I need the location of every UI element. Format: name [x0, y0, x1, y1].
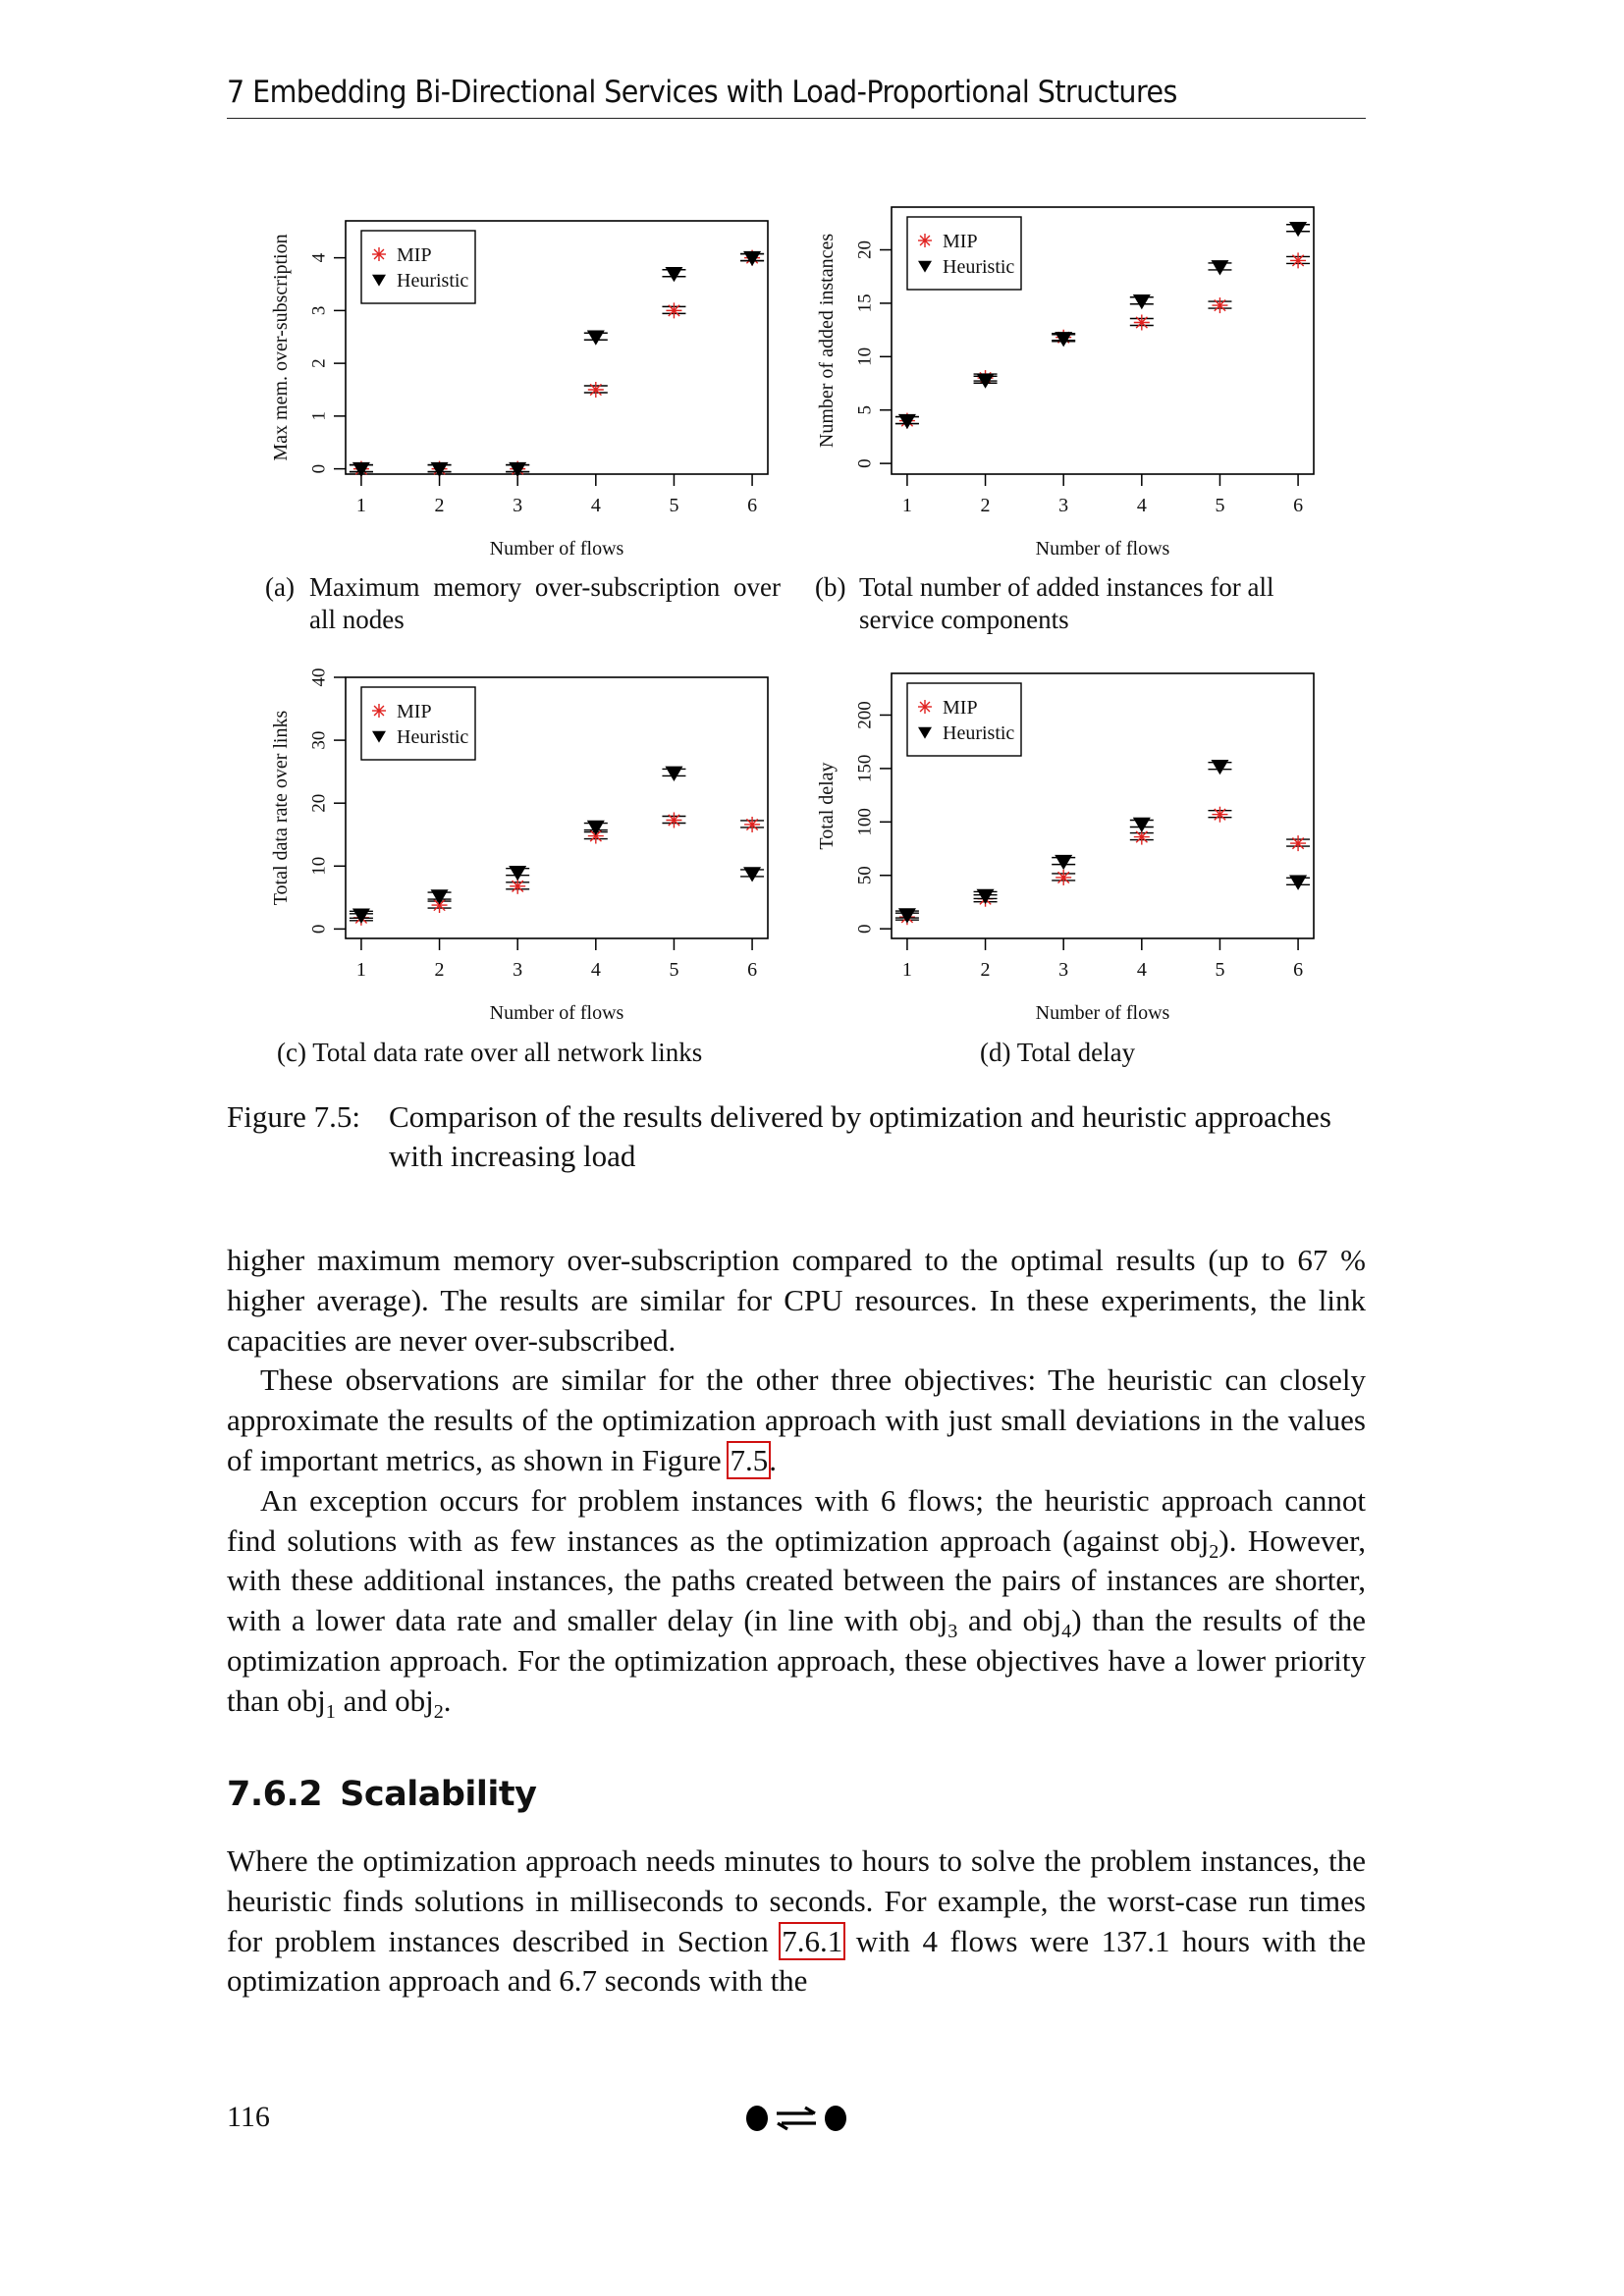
- x-tick-label: 1: [901, 495, 912, 516]
- figure-reference-link[interactable]: 7.5: [730, 1442, 769, 1477]
- header-rule: [227, 118, 1366, 119]
- x-axis-label: Number of flows: [489, 1002, 624, 1024]
- running-header: 7 Embedding Bi-Directional Services with Load-Proportional Structures: [227, 75, 1177, 110]
- subcaption-c: [277, 1037, 702, 1069]
- legend-label-mip: MIP: [397, 244, 432, 266]
- subcaption-d-tag: (d): [980, 1038, 1011, 1067]
- legend-label-heuristic: Heuristic: [943, 722, 1015, 744]
- x-tick-label: 4: [590, 495, 601, 516]
- subcaption-d-text: Total delay: [1016, 1038, 1136, 1067]
- y-axis: [308, 252, 346, 473]
- chart-panel-c: [255, 660, 805, 1042]
- figure-caption-text: Comparison of the results delivered by optimization and heuristic approaches with increasing load: [389, 1099, 1331, 1173]
- x-tick-label: 1: [901, 959, 912, 981]
- x-tick-label: 3: [1058, 959, 1069, 981]
- x-tick-label: 6: [747, 959, 758, 981]
- paragraph-1: higher maximum memory over-subscription compared to the optimal results (up to 67 % higher average). The results are similar for CPU resources. In these experiments, the link capacities are never over-subscribed.: [227, 1243, 1366, 1358]
- subcaption-c-tag: (c): [277, 1038, 306, 1067]
- figure-label: Figure 7.5:: [227, 1099, 361, 1134]
- subcaption-a-text: Maximum memory over-subscription over all nodes: [309, 572, 781, 634]
- chart-panel-d: [805, 660, 1355, 1042]
- x-tick-label: 2: [980, 959, 991, 981]
- y-tick-label: 20: [308, 793, 330, 813]
- y-tick-label: 30: [308, 730, 330, 750]
- y-tick-label: 0: [308, 463, 330, 474]
- y-tick-label: 200: [854, 701, 876, 729]
- x-tick-label: 4: [590, 959, 601, 981]
- x-axis: [902, 474, 1303, 516]
- subcaption-a-tag: (a): [265, 572, 295, 602]
- x-tick-label: 6: [1293, 959, 1304, 981]
- y-tick-label: 4: [308, 252, 330, 263]
- paragraph-3: An exception occurs for problem instances with 6 flows; the heuristic approach cannot find solutions with as few instances as the optimization approach (against obj$_2$). However, with these additional instances, the paths created between the pairs of instances are shorter, with a lower data rate and smaller delay (in line with obj$_3$ and obj$_4$) than the results of the optimization approach. For the optimization approach, these objectives have a lower priority than obj$_1$ and obj$_2$.: [227, 1482, 1366, 1723]
- x-tick-label: 6: [1293, 495, 1304, 516]
- legend-label-mip: MIP: [397, 701, 432, 722]
- x-axis-label: Number of flows: [1035, 538, 1170, 560]
- chart-legend: [361, 687, 475, 760]
- y-tick-label: 10: [308, 856, 330, 876]
- y-axis-label: Max mem. over-subscription: [270, 234, 292, 461]
- chart-panel-b: [805, 187, 1355, 574]
- y-axis: [854, 701, 892, 934]
- paragraph-2: These observations are similar for the other three objectives: The heuristic can closely approximate the results of the optimization approach with just small deviations in the values of important metrics, as shown in Figure 7.5.: [227, 1362, 1366, 1477]
- subcaption-d: [980, 1037, 1135, 1069]
- x-axis: [356, 474, 757, 516]
- section-title: Scalability: [340, 1775, 537, 1814]
- y-tick-label: 10: [854, 347, 876, 366]
- y-axis: [854, 240, 892, 468]
- y-tick-label: 3: [308, 305, 330, 316]
- legend-label-heuristic: Heuristic: [943, 256, 1015, 278]
- legend-label-mip: MIP: [943, 231, 978, 252]
- x-tick-label: 3: [513, 495, 523, 516]
- page-number: 116: [227, 2101, 270, 2133]
- y-axis-label: Total delay: [816, 762, 838, 850]
- y-tick-label: 20: [854, 240, 876, 260]
- x-tick-label: 5: [669, 495, 679, 516]
- chart-legend: [907, 217, 1021, 290]
- x-tick-label: 1: [355, 495, 366, 516]
- bidirectional-arrows-between-dots-icon: [744, 2101, 852, 2136]
- chart-panel-a: [255, 201, 805, 574]
- y-tick-label: 1: [308, 411, 330, 421]
- x-tick-label: 1: [355, 959, 366, 981]
- figure-caption: [227, 1097, 1366, 1176]
- y-tick-label: 0: [854, 458, 876, 468]
- y-tick-label: 50: [854, 866, 876, 885]
- subcaption-a: [265, 571, 781, 636]
- body-text: [227, 1241, 1366, 1722]
- subcaption-b-tag: (b): [815, 572, 846, 602]
- subcaption-b-text: Total number of added instances for all service components: [859, 572, 1274, 634]
- series-heuristic: [350, 767, 764, 924]
- series-mip: [350, 812, 764, 925]
- x-tick-label: 4: [1136, 495, 1147, 516]
- series-heuristic: [895, 760, 1310, 924]
- y-tick-label: 0: [854, 924, 876, 934]
- y-axis-label: Total data rate over links: [270, 710, 292, 906]
- x-tick-label: 2: [980, 495, 991, 516]
- x-tick-label: 6: [747, 495, 758, 516]
- x-tick-label: 5: [1215, 959, 1225, 981]
- y-tick-label: 15: [854, 294, 876, 313]
- x-tick-label: 3: [1058, 495, 1069, 516]
- x-tick-label: 2: [434, 495, 445, 516]
- x-tick-label: 2: [434, 959, 445, 981]
- y-axis: [308, 668, 346, 934]
- y-tick-label: 5: [854, 404, 876, 415]
- paragraph-4: Where the optimization approach needs minutes to hours to solve the problem instances, the heuristic finds solutions in milliseconds to seconds. For example, the worst-case run times for problem instances described in Section 7.6.1 with 4 flows were 137.1 hours with the optimization approach and 6.7 seconds with the: [227, 1843, 1366, 1999]
- x-axis: [356, 938, 757, 981]
- x-tick-label: 5: [1215, 495, 1225, 516]
- section-heading: [227, 1775, 536, 1814]
- section-body-text: [227, 1842, 1366, 2002]
- x-tick-label: 4: [1136, 959, 1147, 981]
- y-axis-label: Number of added instances: [816, 233, 838, 449]
- y-tick-label: 2: [308, 358, 330, 368]
- x-axis: [902, 938, 1303, 981]
- x-tick-label: 3: [513, 959, 523, 981]
- x-tick-label: 5: [669, 959, 679, 981]
- y-tick-label: 100: [854, 808, 876, 836]
- legend-label-mip: MIP: [943, 697, 978, 719]
- y-tick-label: 0: [308, 924, 330, 934]
- section-reference-link[interactable]: 7.6.1: [782, 1923, 843, 1958]
- chart-legend: [361, 231, 475, 303]
- subcaption-c-text: Total data rate over all network links: [312, 1038, 703, 1067]
- y-tick-label: 40: [308, 667, 330, 687]
- y-tick-label: 150: [854, 754, 876, 783]
- legend-label-heuristic: Heuristic: [397, 270, 469, 292]
- legend-label-heuristic: Heuristic: [397, 726, 469, 748]
- subcaption-b: [815, 571, 1345, 636]
- series-mip: [895, 807, 1310, 926]
- chart-legend: [907, 683, 1021, 756]
- x-axis-label: Number of flows: [489, 538, 624, 560]
- section-number: 7.6.2: [227, 1775, 323, 1814]
- x-axis-label: Number of flows: [1035, 1002, 1170, 1024]
